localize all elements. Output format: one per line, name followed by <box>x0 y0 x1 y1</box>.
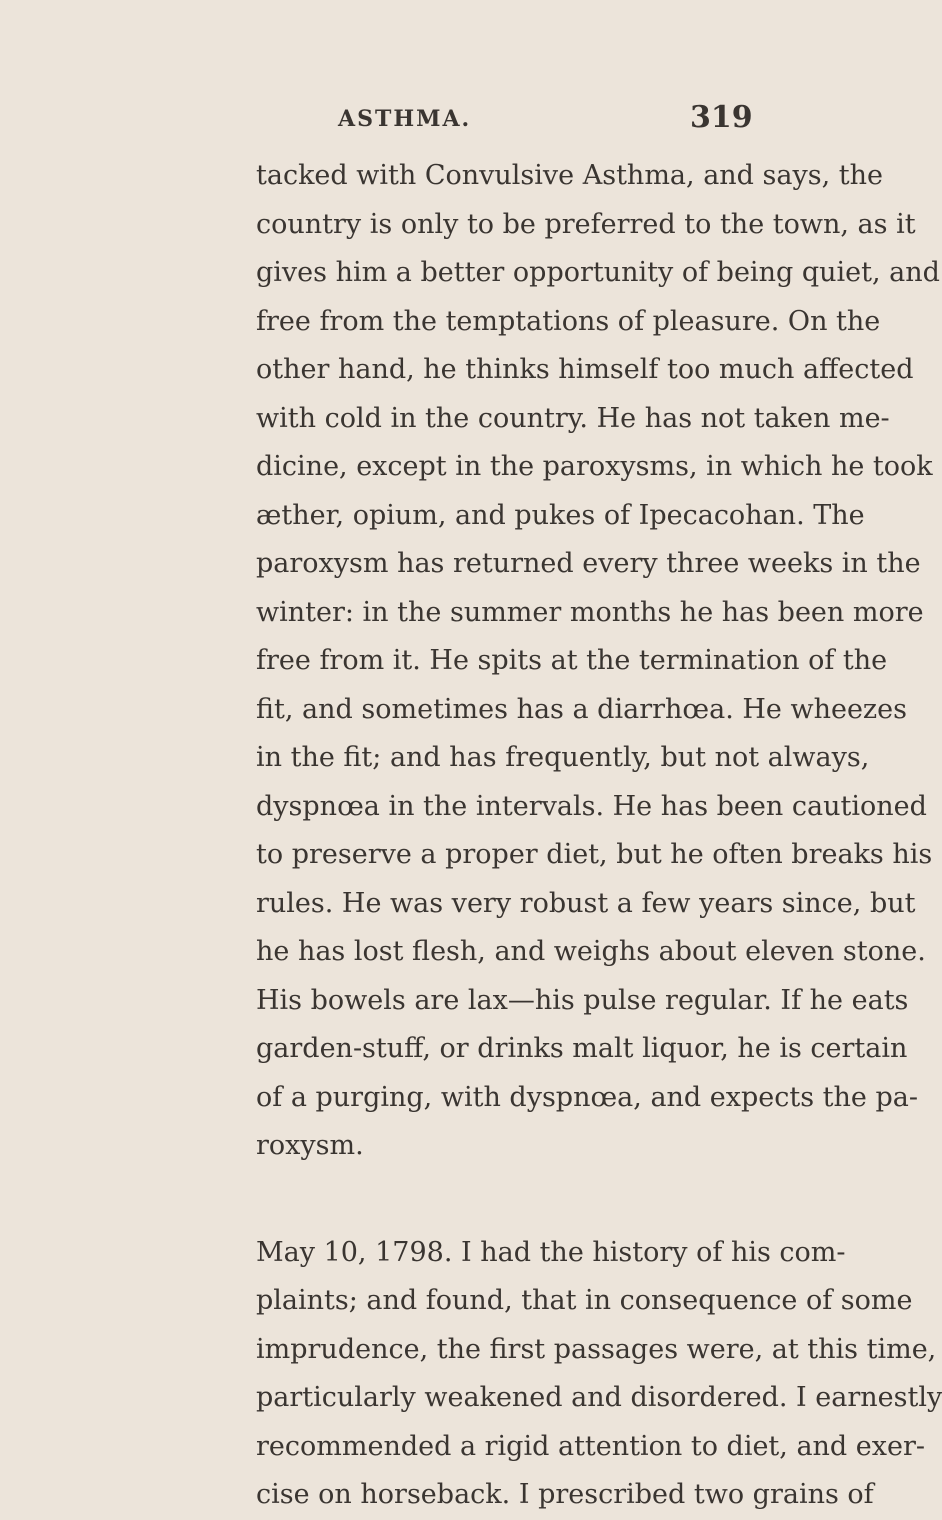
paragraph-gap <box>256 1171 756 1229</box>
text-line: fit, and sometimes has a diarrhœa. He wheezes <box>256 693 907 725</box>
text-line: gives him a better opportunity of being quiet, and <box>256 257 940 288</box>
body-text <box>256 152 942 1520</box>
text-line: recommended a rigid attention to diet, and exer- <box>256 1430 926 1462</box>
text-line: imprudence, the first passages were, at this time, <box>256 1333 937 1365</box>
text-line: cise on horseback. I prescribed two grains of <box>256 1479 874 1510</box>
text-line: roxysm. <box>256 1130 364 1161</box>
text-line: plaints; and found, that in consequence of some <box>256 1285 913 1316</box>
running-head <box>0 100 800 140</box>
text-line: to preserve a proper diet, but he often breaks his <box>256 839 933 870</box>
text-line: winter: in the summer months he has been more <box>256 596 924 628</box>
text-line: dicine, except in the paroxysms, in which he took <box>256 451 933 482</box>
paragraph-case-description <box>256 152 940 1171</box>
text-line: garden-stuff, or drinks malt liquor, he is certain <box>256 1033 908 1064</box>
text-line: country is only to be preferred to the town, as it <box>256 208 916 240</box>
text-line: other hand, he thinks himself too much affected <box>256 354 914 385</box>
text-line: he has lost flesh, and weighs about eleven stone. <box>256 936 926 967</box>
text-line: tacked with Convulsive Asthma, and says, the <box>256 160 883 191</box>
running-title: ASTHMA. <box>338 106 472 132</box>
page-number: 319 <box>690 100 753 135</box>
paragraph-dated-entry <box>256 1229 942 1520</box>
text-line: particularly weakened and disordered. I earnestly <box>256 1382 942 1413</box>
text-line: His bowels are lax—his pulse regular. If he eats <box>256 984 909 1016</box>
text-line: free from it. He spits at the termination of the <box>256 645 888 676</box>
text-line: in the fit; and has frequently, but not always, <box>256 742 870 773</box>
text-line: rules. He was very robust a few years since, but <box>256 887 916 919</box>
text-line: of a purging, with dyspnœa, and expects the pa- <box>256 1081 918 1113</box>
text-line: paroxysm has returned every three weeks in the <box>256 548 921 579</box>
text-line: with cold in the country. He has not taken me- <box>256 402 890 434</box>
text-line: æther, opium, and pukes of Ipecacohan. The <box>256 499 865 531</box>
text-line: dyspnœa in the intervals. He has been cautioned <box>256 790 927 822</box>
text-line: May 10, 1798. I had the history of his com- <box>256 1236 846 1268</box>
text-line: free from the temptations of pleasure. On the <box>256 305 881 337</box>
